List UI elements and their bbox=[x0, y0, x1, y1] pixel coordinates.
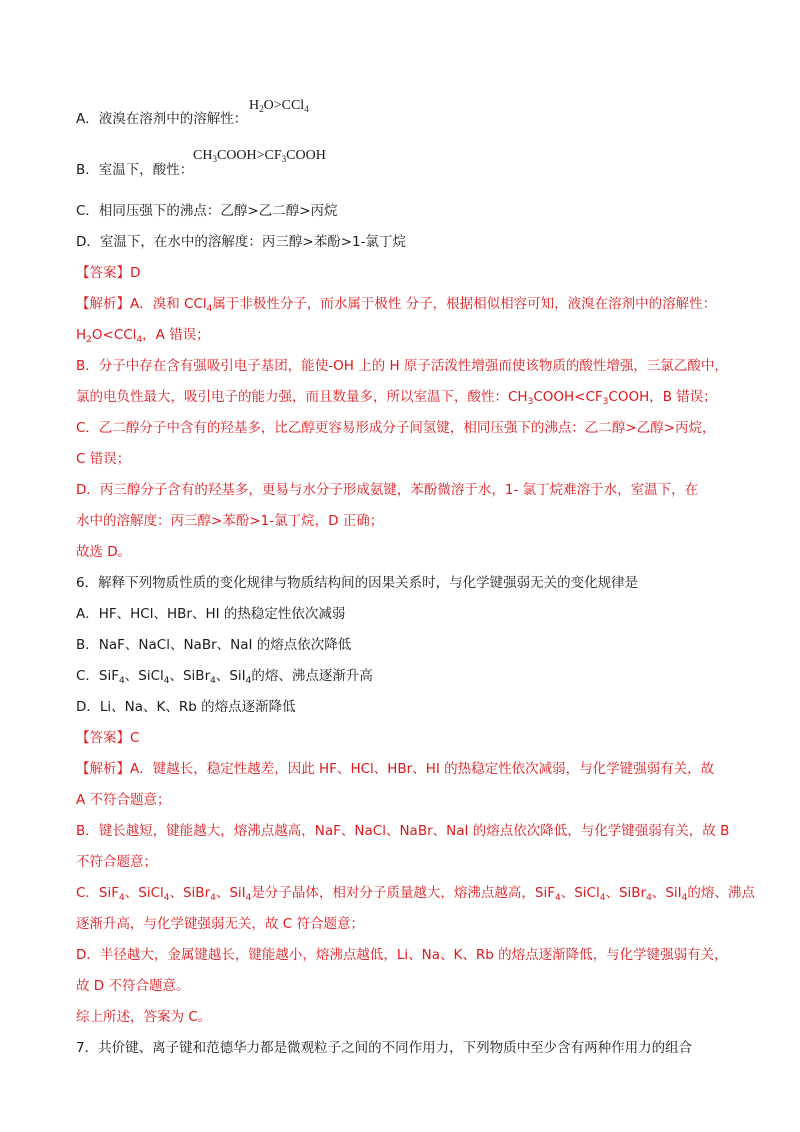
q6-option-d: D．Li、Na、K、Rb 的熔点逐渐降低 bbox=[76, 699, 296, 715]
q5-explanation-line: 氯的电负性最大，吸引电子的能力强，而且数量多，所以室温下，酸性：$CH_3COOH<CF_3COOH$，B 错误； bbox=[76, 389, 717, 407]
q6-option-b: B．NaF、NaCl、NaBr、NaI 的熔点依次降低 bbox=[76, 637, 352, 653]
q6-option-c: C．SiF$_4$、SiCl$_4$、SiBr$_4$、SiI$_4$的熔、沸点逐渐升高 bbox=[76, 668, 373, 686]
q5-option-d: D．室温下，在水中的溶解度：丙三醇>苯酚>1-氯丁烷 bbox=[76, 234, 406, 250]
q6-explanation-line: 【解析】A．键越长，稳定性越差，因此 HF、HCl、HBr、HI 的热稳定性依次减弱，与化学键强弱有关，故 bbox=[76, 761, 715, 777]
q6-option-a: A．HF、HCl、HBr、HI 的热稳定性依次减弱 bbox=[76, 606, 346, 622]
q5-explanation-line: B．分子中存在含有强吸引电子基团，能使-OH 上的 H 原子活泼性增强而使该物质的酸性增强，三氯乙酸中， bbox=[76, 358, 728, 374]
q5-conclusion: 故选 D。 bbox=[76, 544, 132, 560]
q5-explanation-line: 【解析】A．溴和 CCl$_4$属于非极性分子，而水属于极性 分子，根据相似相容可知，液溴在溶剂中的溶解性： bbox=[76, 296, 717, 314]
q5-explanation-line: C 错误； bbox=[76, 451, 131, 467]
q5-explanation-line: $H_2O<CCl_4$，A 错误； bbox=[76, 327, 210, 345]
q6-explanation-line: 不符合题意； bbox=[76, 854, 157, 870]
q6-explanation-line: B．键长越短，键能越大，熔沸点越高，NaF、NaCl、NaBr、NaI 的熔点依次降低，与化学键强弱有关，故 B bbox=[76, 823, 730, 839]
q5-option-a: A．液溴在溶剂中的溶解性： bbox=[76, 111, 248, 127]
q5-option-c: C．相同压强下的沸点：乙醇>乙二醇>丙烷 bbox=[76, 203, 338, 219]
q6-explanation-line: D．半径越大，金属键越长，键能越小，熔沸点越低，Li、Na、K、Rb 的熔点逐渐降低，与化学键强弱有关， bbox=[76, 947, 728, 963]
q5-option-b-formula: $CH_3COOH>CF_3COOH$ bbox=[193, 148, 326, 164]
q5-explanation-line: C．乙二醇分子中含有的羟基多，比乙醇更容易形成分子间氢键，相同压强下的沸点：乙二醇>乙醇>丙烷， bbox=[76, 420, 716, 436]
q6-answer: 【答案】C bbox=[76, 730, 140, 746]
q6-conclusion: 综上所述，答案为 C。 bbox=[76, 1009, 212, 1025]
q6-explanation-line: 故 D 不符合题意。 bbox=[76, 978, 190, 994]
q5-option-a-formula: $H_2O>CCl_4$ bbox=[249, 98, 309, 114]
q5-option-b: B．室温下，酸性： bbox=[76, 162, 194, 178]
q6-stem: 6．解释下列物质性质的变化规律与物质结构间的因果关系时，与化学键强弱无关的变化规律是 bbox=[76, 575, 639, 591]
q7-stem: 7．共价键、离子键和范德华力都是微观粒子之间的不同作用力，下列物质中至少含有两种作用力的组合 bbox=[76, 1040, 693, 1056]
q6-explanation-line: 逐渐升高，与化学键强弱无关，故 C 符合题意； bbox=[76, 916, 365, 932]
q5-explanation-line: 水中的溶解度：丙三醇>苯酚>1-氯丁烷，D 正确； bbox=[76, 513, 384, 529]
q6-explanation-line: C．SiF$_4$、SiCl$_4$、SiBr$_4$、SiI$_4$是分子晶体，相对分子质量越大，熔沸点越高，SiF$_4$、SiCl$_4$、SiBr$_4$、SiI$_4$的熔、沸点 bbox=[76, 885, 755, 903]
q5-answer: 【答案】D bbox=[76, 265, 141, 281]
q6-explanation-line: A 不符合题意； bbox=[76, 792, 171, 808]
q5-explanation-line: D．丙三醇分子含有的羟基多，更易与水分子形成氨键，苯酚微溶于水，1- 氯丁烷难溶于水，室温下，在 bbox=[76, 482, 699, 498]
